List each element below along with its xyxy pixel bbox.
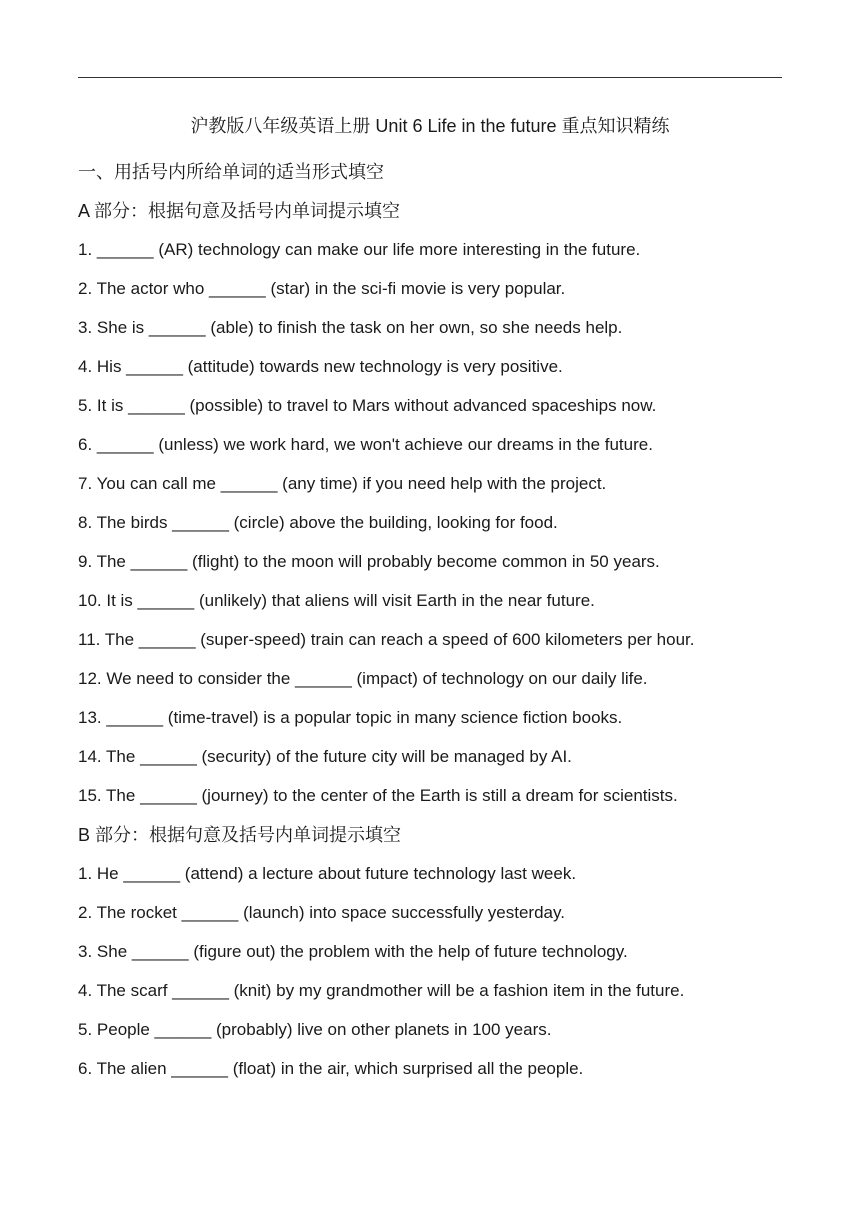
exercise-item: 12. We need to consider the ______ (impact) of technology on our daily life. [78, 669, 648, 688]
exercise-item: 6. ______ (unless) we work hard, we won't achieve our dreams in the future. [78, 435, 653, 454]
exercise-item: 5. People ______ (probably) live on other planets in 100 years. [78, 1020, 552, 1039]
exercise-item: 2. The rocket ______ (launch) into space successfully yesterday. [78, 903, 565, 922]
exercise-item: 8. The birds ______ (circle) above the building, looking for food. [78, 513, 558, 532]
section-heading: 一、用括号内所给单词的适当形式填空 [78, 162, 384, 182]
part-b-heading: B 部分：根据句意及括号内单词提示填空 [78, 825, 402, 845]
exercise-item: 7. You can call me ______ (any time) if you need help with the project. [78, 474, 607, 493]
exercise-item: 15. The ______ (journey) to the center of the Earth is still a dream for scientists. [78, 786, 678, 805]
exercise-item: 14. The ______ (security) of the future city will be managed by AI. [78, 747, 572, 766]
exercise-item: 10. It is ______ (unlikely) that aliens will visit Earth in the near future. [78, 591, 595, 610]
exercise-item: 9. The ______ (flight) to the moon will probably become common in 50 years. [78, 552, 660, 571]
exercise-item: 1. He ______ (attend) a lecture about future technology last week. [78, 864, 577, 883]
exercise-item: 4. His ______ (attitude) towards new technology is very positive. [78, 357, 563, 376]
exercise-item: 2. The actor who ______ (star) in the sci-fi movie is very popular. [78, 279, 566, 298]
exercise-item: 3. She ______ (figure out) the problem with the help of future technology. [78, 942, 628, 961]
exercise-item: 11. The ______ (super-speed) train can reach a speed of 600 kilometers per hour. [78, 630, 695, 649]
exercise-item: 4. The scarf ______ (knit) by my grandmother will be a fashion item in the future. [78, 981, 685, 1000]
document-body [78, 159, 782, 1095]
part-a-heading: A 部分：根据句意及括号内单词提示填空 [78, 201, 401, 221]
exercise-item: 1. ______ (AR) technology can make our life more interesting in the future. [78, 240, 641, 259]
exercise-item: 3. She is ______ (able) to finish the task on her own, so she needs help. [78, 318, 623, 337]
document-title: 沪教版八年级英语上册 Unit 6 Life in the future 重点知识精练 [190, 116, 670, 136]
header-rule [78, 77, 782, 78]
exercise-item: 6. The alien ______ (float) in the air, which surprised all the people. [78, 1059, 584, 1078]
exercise-item: 5. It is ______ (possible) to travel to Mars without advanced spaceships now. [78, 396, 657, 415]
exercise-item: 13. ______ (time-travel) is a popular topic in many science fiction books. [78, 708, 623, 727]
